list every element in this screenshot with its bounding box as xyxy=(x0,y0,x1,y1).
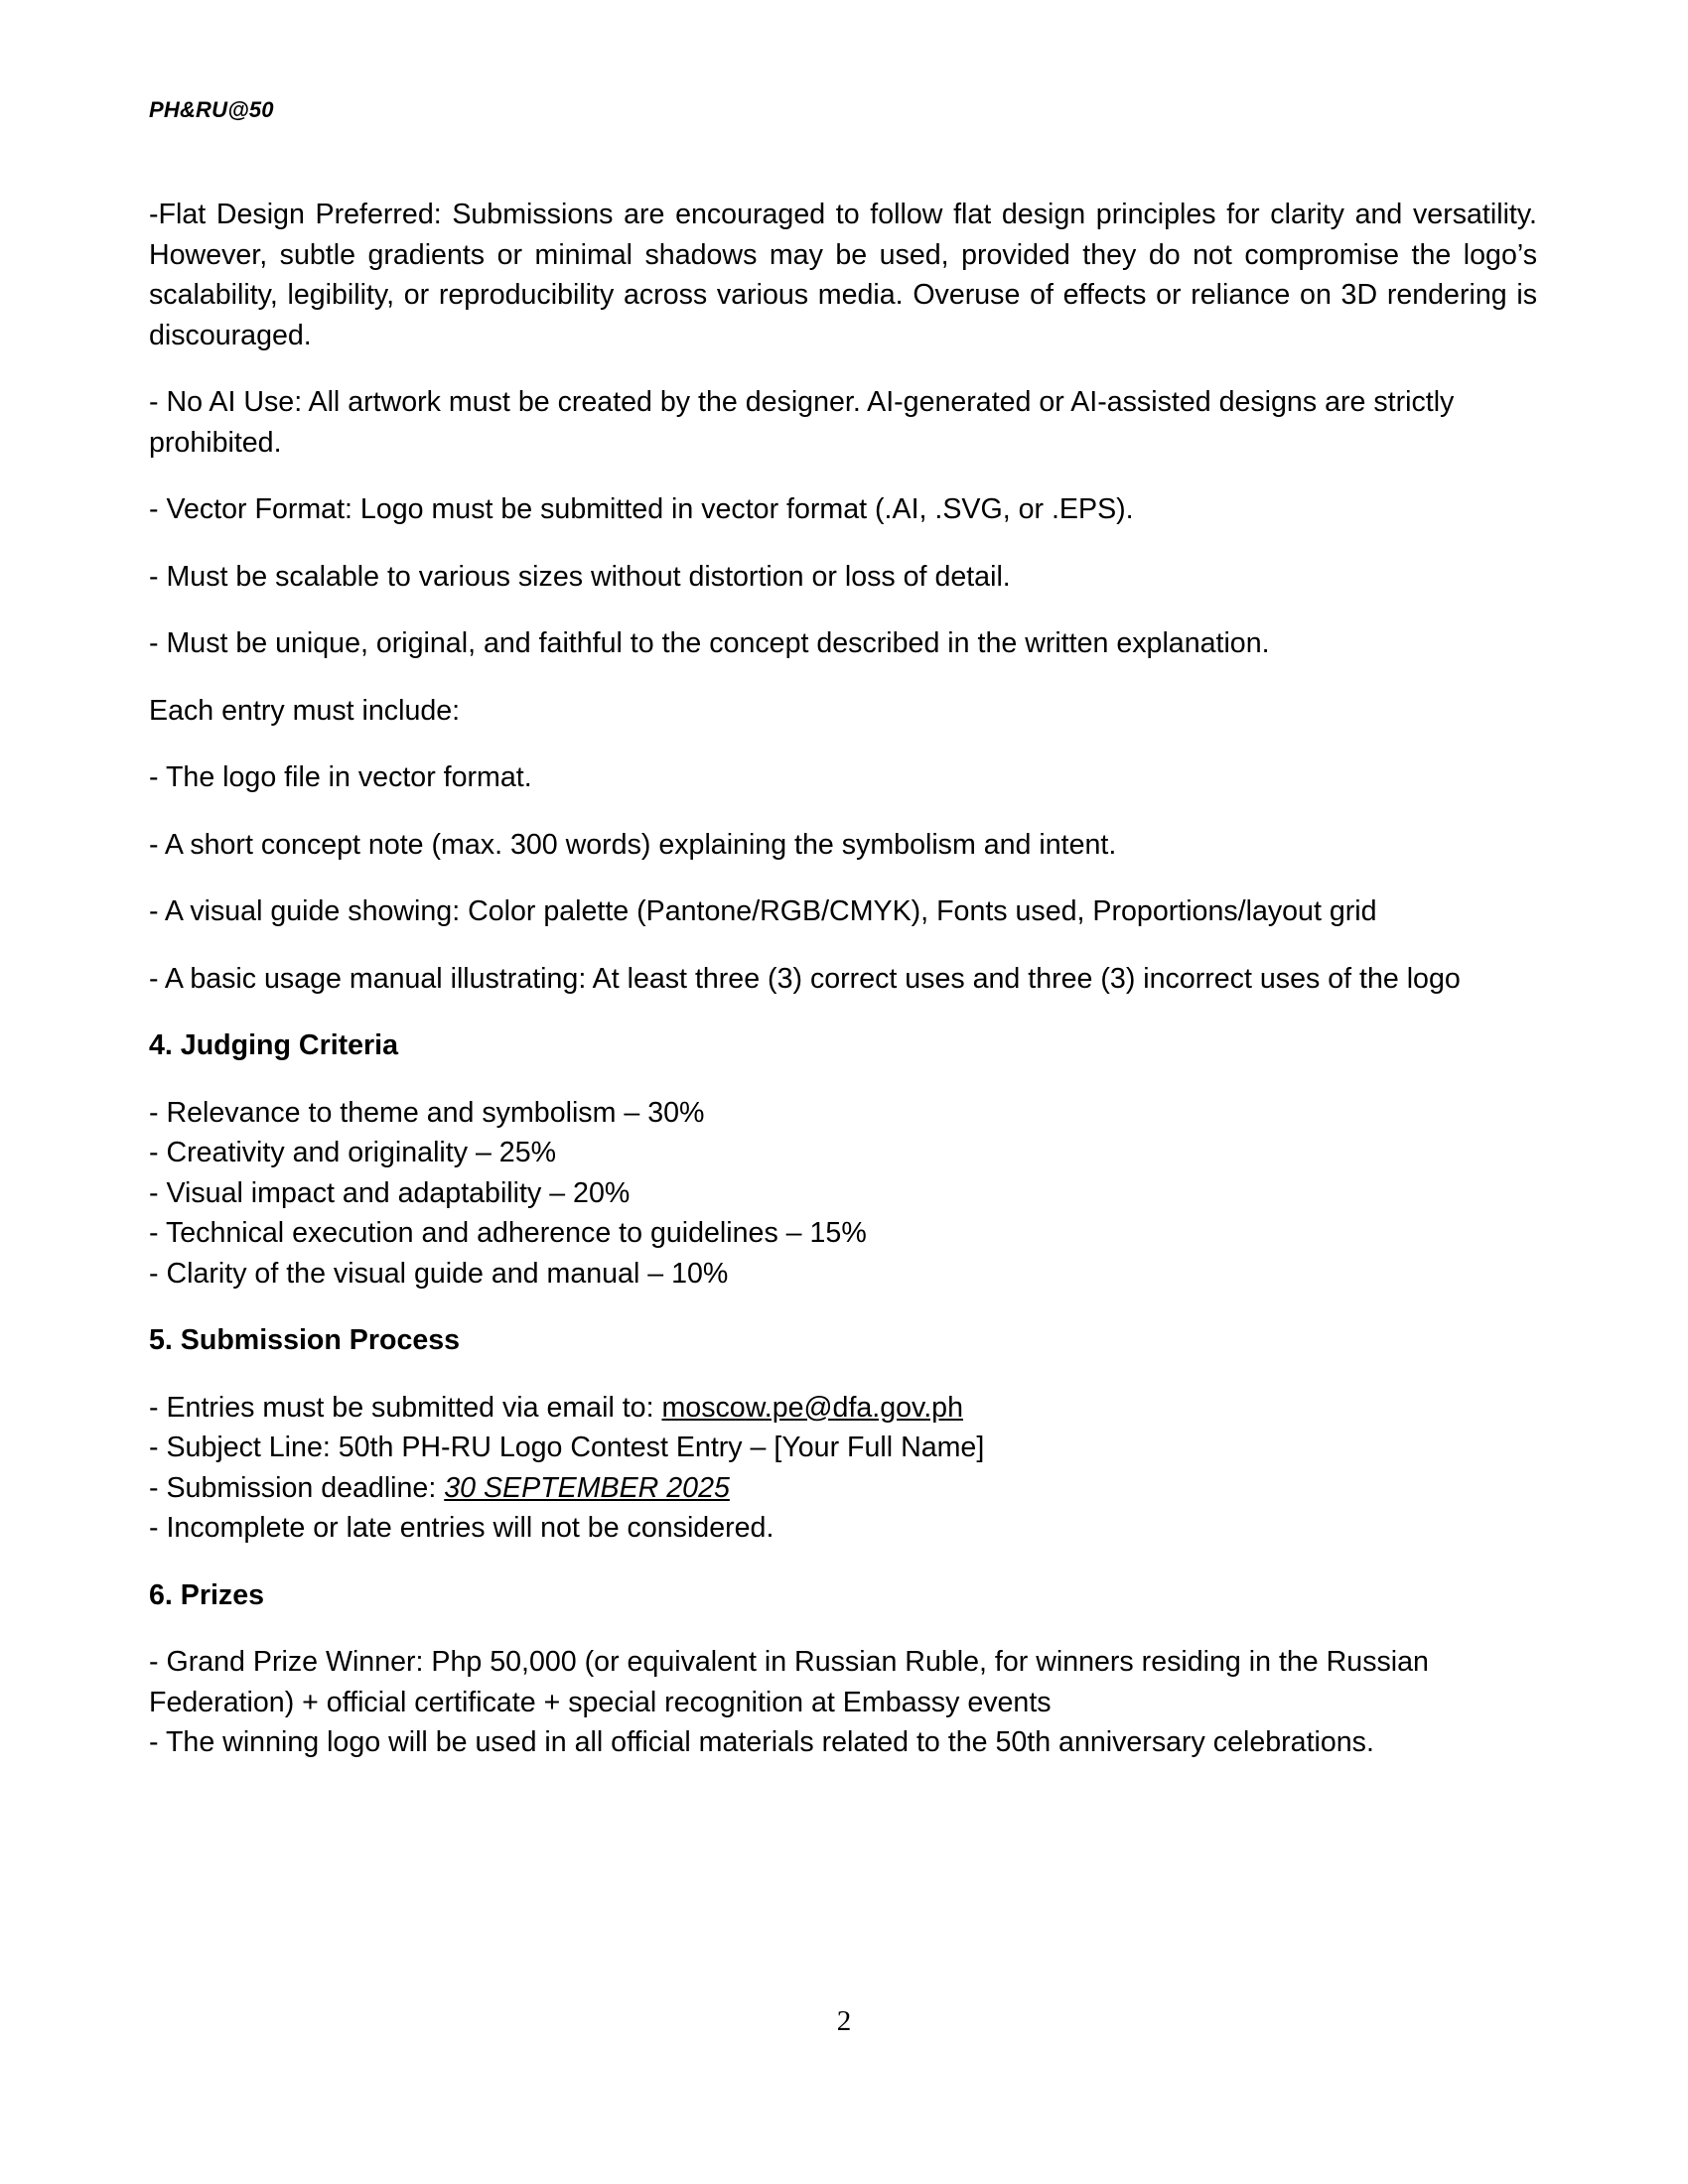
entry-item: - The logo file in vector format. xyxy=(149,761,532,793)
deadline-line xyxy=(149,1468,1537,1509)
running-header: PH&RU@50 xyxy=(149,97,274,122)
subject-line: - Subject Line: 50th PH-RU Logo Contest Entry – [Your Full Name] xyxy=(149,1432,985,1463)
unique-paragraph: - Must be unique, original, and faithful to the concept described in the written explanation. xyxy=(149,627,1270,659)
page-number: 2 xyxy=(836,2005,852,2037)
email-prefix: - Entries must be submitted via email to: xyxy=(149,1391,662,1424)
entry-intro: Each entry must include: xyxy=(149,694,461,727)
criterion-item: - Visual impact and adaptability – 20% xyxy=(149,1176,631,1209)
deadline-prefix: - Submission deadline: xyxy=(149,1471,445,1504)
judging-criteria-heading: 4. Judging Criteria xyxy=(149,1029,399,1061)
submission-process-list xyxy=(149,1388,1537,1549)
logo-usage-item: - The winning logo will be used in all official materials related to the 50th anniversary celebrations. xyxy=(149,1726,1374,1758)
criterion-item: - Clarity of the visual guide and manual – 10% xyxy=(149,1257,729,1290)
deadline-date: 30 SEPTEMBER 2025 xyxy=(444,1471,730,1504)
submission-process-heading: 5. Submission Process xyxy=(149,1324,461,1356)
document-body xyxy=(149,195,1537,1790)
grand-prize-item: - Grand Prize Winner: Php 50,000 (or equivalent in Russian Ruble, for winners residing in the Russian Federation) + official certificate + special recognition at Embassy events xyxy=(149,1646,1429,1718)
no-ai-paragraph: - No AI Use: All artwork must be created by the designer. AI-generated or AI-assisted designs are strictly prohibited. xyxy=(149,386,1455,459)
vector-format-paragraph: - Vector Format: Logo must be submitted in vector format (.AI, .SVG, or .EPS). xyxy=(149,493,1134,525)
prizes-list xyxy=(149,1642,1537,1763)
criterion-item: - Technical execution and adherence to guidelines – 15% xyxy=(149,1217,867,1249)
scalable-paragraph: - Must be scalable to various sizes without distortion or loss of detail. xyxy=(149,560,1011,593)
entry-item: - A visual guide showing: Color palette (Pantone/RGB/CMYK), Fonts used, Proportions/layout grid xyxy=(149,895,1377,927)
email-link[interactable]: moscow.pe@dfa.gov.ph xyxy=(661,1391,963,1424)
criterion-item: - Relevance to theme and symbolism – 30% xyxy=(149,1096,705,1129)
email-line xyxy=(149,1388,1537,1429)
prizes-heading: 6. Prizes xyxy=(149,1578,265,1611)
entry-item: - A basic usage manual illustrating: At least three (3) correct uses and three (3) incorrect uses of the logo xyxy=(149,962,1461,995)
entry-item: - A short concept note (max. 300 words) explaining the symbolism and intent. xyxy=(149,828,1117,861)
flat-design-paragraph: -Flat Design Preferred: Submissions are encouraged to follow flat design principles for clarity and versatility. However, subtle gradients or minimal shadows may be used, provided they do not compromise the logo’s scalability, legibility, or reproducibility across various media. Overuse of effects or reliance on 3D rendering is discouraged. xyxy=(149,199,1537,351)
judging-criteria-list xyxy=(149,1093,1537,1295)
late-entries-note: - Incomplete or late entries will not be considered. xyxy=(149,1512,774,1544)
criterion-item: - Creativity and originality – 25% xyxy=(149,1137,557,1168)
